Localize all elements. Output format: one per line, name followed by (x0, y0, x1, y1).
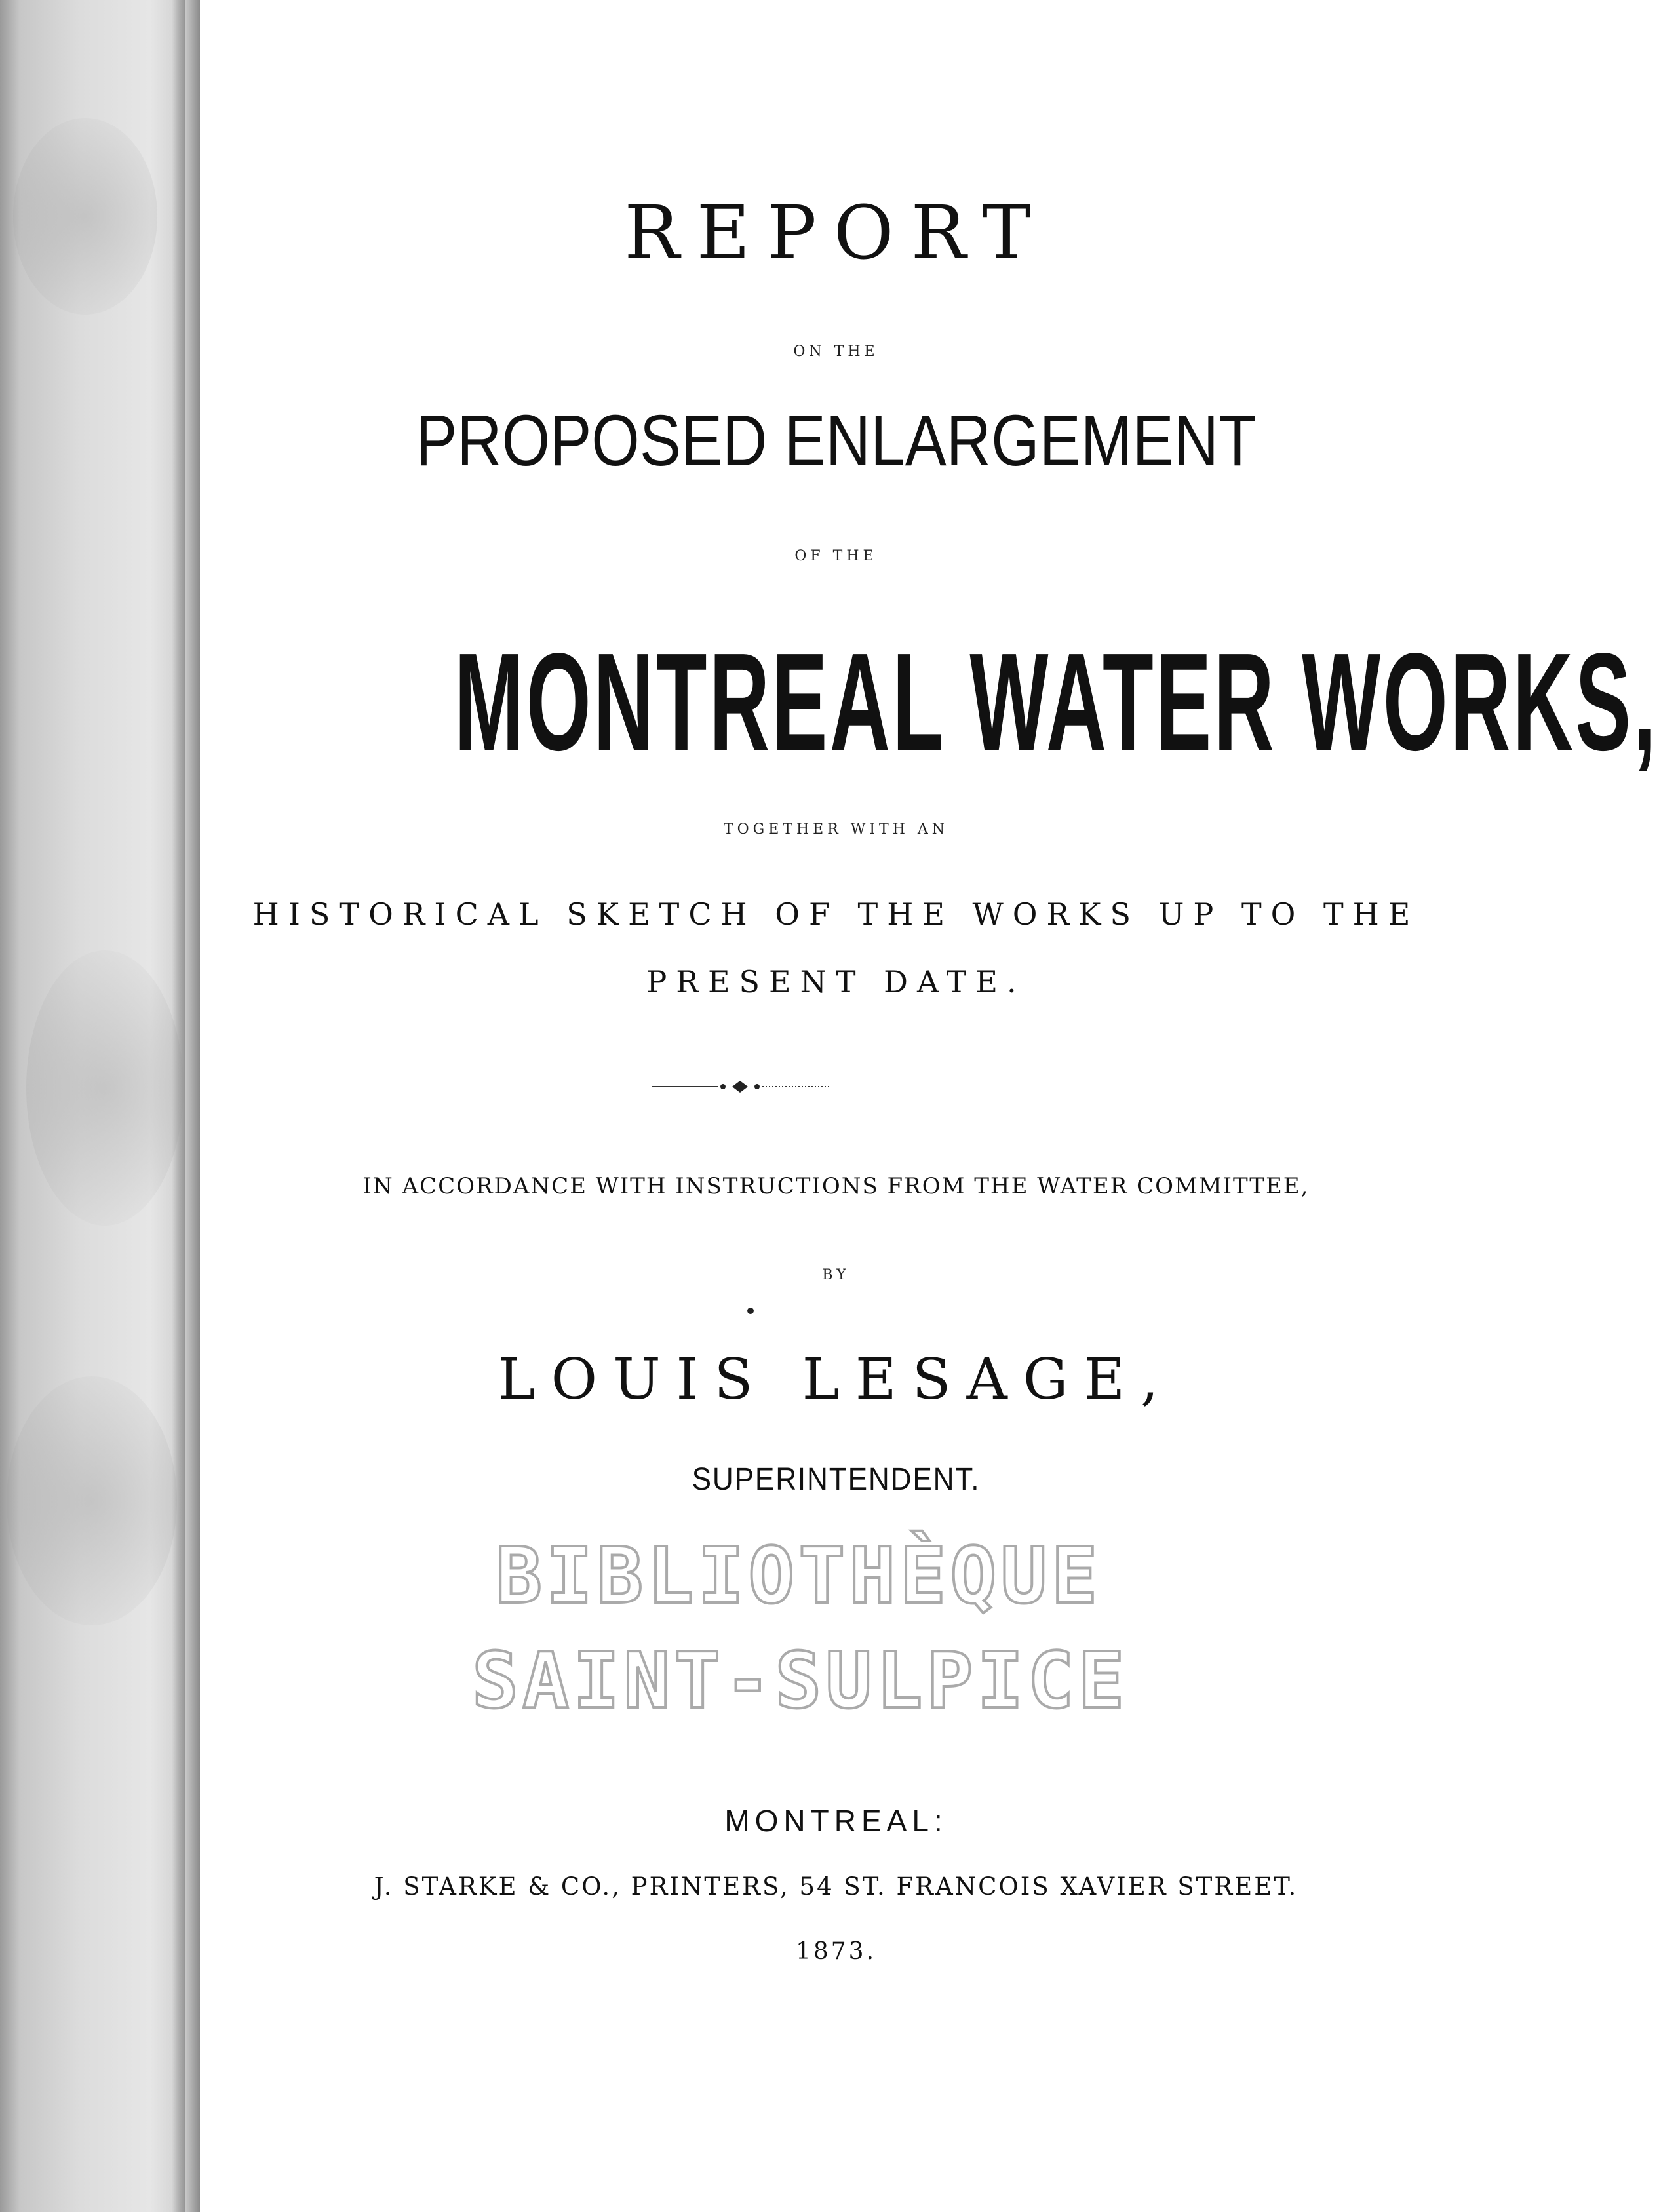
by-text: BY (822, 1267, 850, 1283)
history-line-1: HISTORICAL SKETCH OF THE WORKS UP TO THE (252, 897, 1420, 932)
library-stamp-line-1: BIBLIOTHÈQUE (496, 1530, 1102, 1621)
dot-mark (747, 1308, 754, 1314)
author-role: SUPERINTENDENT. (692, 1462, 981, 1497)
subject-heading: PROPOSED ENLARGEMENT (416, 400, 1257, 481)
adjacent-page-edge (0, 0, 200, 2212)
publication-year: 1873. (795, 1938, 877, 1965)
author-name: LOUIS LESAGE, (498, 1347, 1175, 1412)
accordance-line: IN ACCORDANCE WITH INSTRUCTIONS FROM THE WATER COMMITTEE, (362, 1173, 1310, 1199)
together-text: TOGETHER WITH AN (723, 821, 949, 838)
on-the-text: ON THE (793, 343, 879, 360)
main-heading: MONTREAL WATER WORKS, (454, 624, 1659, 779)
ornament-divider (652, 1077, 829, 1096)
stain (7, 1376, 177, 1625)
stain (26, 950, 184, 1226)
history-line-2: PRESENT DATE. (646, 964, 1026, 999)
stain (13, 118, 157, 315)
report-title: REPORT (624, 191, 1048, 276)
of-the-text: OF THE (794, 548, 878, 564)
printer-line: J. STARKE & CO., PRINTERS, 54 ST. FRANCOIS XAVIER STREET. (374, 1872, 1298, 1901)
library-stamp-line-2: SAINT-SULPICE (472, 1635, 1129, 1726)
publication-place: MONTREAL: (724, 1804, 948, 1838)
